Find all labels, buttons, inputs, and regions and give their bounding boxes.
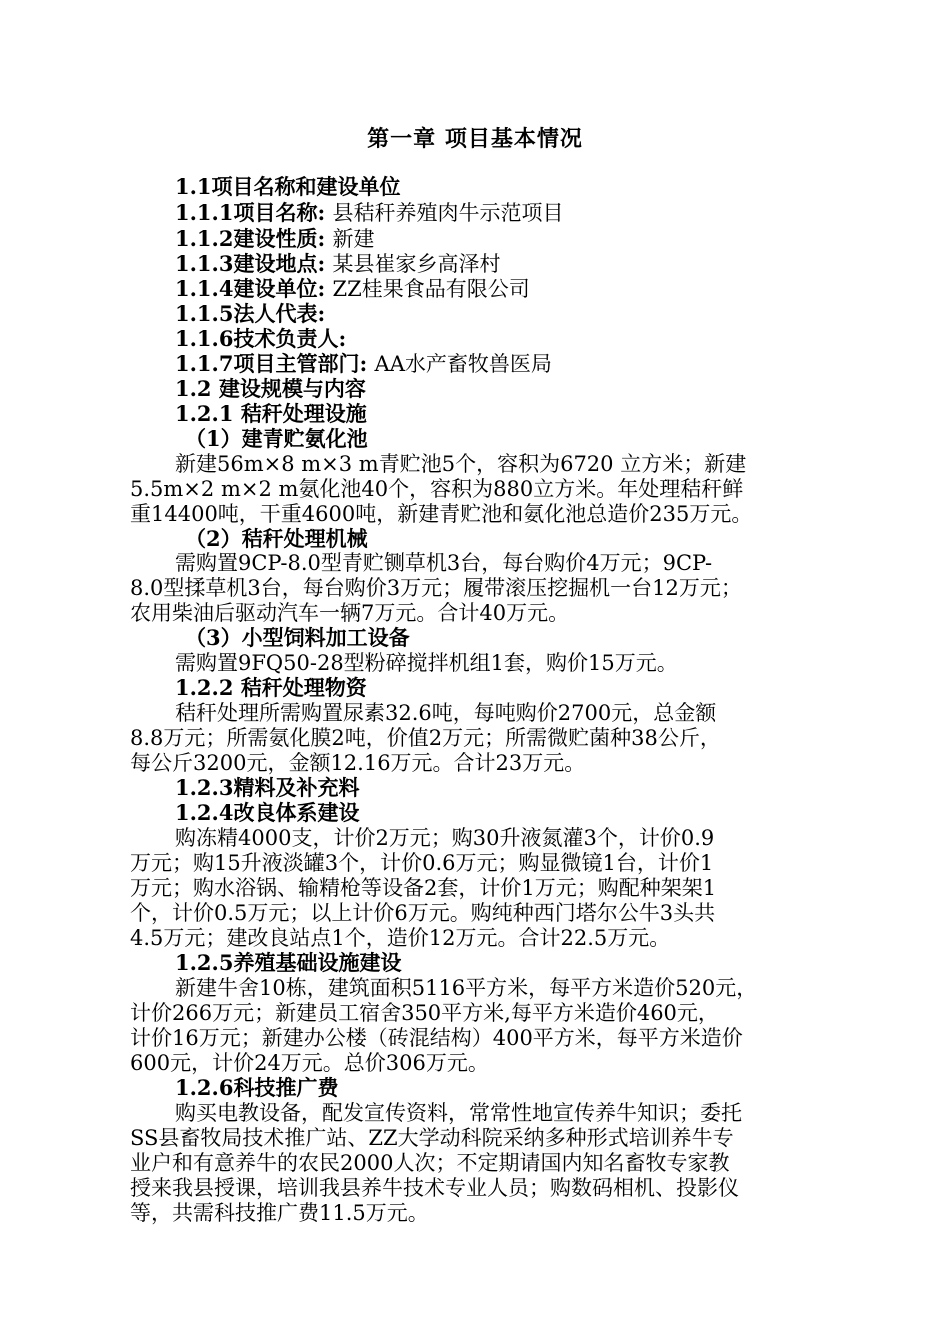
section-heading-1-2: 1.2 建设规模与内容 xyxy=(175,376,366,401)
paragraph-line: 购买电教设备，配发宣传资料，常常性地宣传养牛知识；委托 xyxy=(175,1101,742,1125)
section-heading-1-1: 1.1项目名称和建设单位 xyxy=(175,174,401,199)
section-heading-1-2-5: 1.2.5养殖基础设施建设 xyxy=(175,950,402,975)
field-builder xyxy=(175,276,530,302)
field-label: 1.1.2建设性质: xyxy=(175,226,326,251)
field-value: 县秸秆养殖肉牛示范项目 xyxy=(332,201,564,225)
field-label: 1.1.4建设单位: xyxy=(175,276,326,301)
section-heading-1-2-1: 1.2.1 秸秆处理设施 xyxy=(175,401,367,426)
field-label: 1.1.5法人代表: xyxy=(175,301,326,326)
field-value: 某县崔家乡高泽村 xyxy=(332,252,501,276)
paragraph-line: 需购置9CP-8.0型青贮铡草机3台，每台购价4万元；9CP- xyxy=(175,551,713,575)
field-label: 1.1.1项目名称: xyxy=(175,200,326,225)
paragraph-line: 购冻精4000支，计价2万元；购30升液氮灌3个，计价0.9 xyxy=(175,826,715,850)
paragraph-line: 万元；购15升液淡罐3个，计价0.6万元；购显微镜1台，计价1 xyxy=(130,851,714,875)
paragraph-line: 需购置9FQ50-28型粉碎搅拌机组1套，购价15万元。 xyxy=(175,651,678,675)
paragraph-line: 秸秆处理所需购置尿素32.6吨，每吨购价2700元，总金额 xyxy=(175,701,717,725)
paragraph-line: 8.8万元；所需氨化膜2吨，价值2万元；所需微贮菌种38公斤， xyxy=(130,726,721,750)
field-construction-nature xyxy=(175,226,375,252)
paragraph-line: 新建牛舍10栋，建筑面积5116平方米，每平方米造价520元， xyxy=(175,976,758,1000)
section-heading-1-2-4: 1.2.4改良体系建设 xyxy=(175,800,360,825)
field-tech-lead xyxy=(175,326,346,352)
paragraph-line: 农用柴油后驱动汽车一辆7万元。合计40万元。 xyxy=(130,601,570,625)
paragraph-line: 600元，计价24万元。总价306万元。 xyxy=(130,1051,489,1075)
paragraph-line: 5.5m×2 m×2 m氨化池40个，容积为880立方米。年处理秸秆鲜 xyxy=(130,477,744,501)
field-label: 1.1.3建设地点: xyxy=(175,251,326,276)
paragraph-line: 等，共需科技推广费11.5万元。 xyxy=(130,1201,429,1225)
field-label: 1.1.7项目主管部门: xyxy=(175,351,368,376)
field-value: ZZ桂果食品有限公司 xyxy=(332,277,530,301)
paragraph-line: 新建56m×8 m×3 m青贮池5个，容积为6720 立方米；新建 xyxy=(175,452,747,476)
field-legal-rep xyxy=(175,301,325,327)
subheading-silage-pool: （1）建青贮氨化池 xyxy=(185,426,368,451)
paragraph-line: 万元；购水浴锅、输精枪等设备2套，计价1万元；购配种架架1 xyxy=(130,876,717,900)
paragraph-line: 业户和有意养牛的农民2000人次；不定期请国内知名畜牧专家教 xyxy=(130,1151,730,1175)
paragraph-line: 授来我县授课，培训我县养牛技术专业人员；购数码相机、投影仪 xyxy=(130,1176,739,1200)
section-heading-1-2-6: 1.2.6科技推广费 xyxy=(175,1075,339,1100)
paragraph-line: 每公斤3200元，金额12.16万元。合计23万元。 xyxy=(130,751,586,775)
section-heading-1-2-3: 1.2.3精料及补充料 xyxy=(175,775,360,800)
paragraph-line: SS县畜牧局技术推广站、ZZ大学动科院采纳多种形式培训养牛专 xyxy=(130,1126,734,1150)
subheading-feed-equipment: （3）小型饲料加工设备 xyxy=(185,625,410,650)
chapter-title: 第一章 项目基本情况 xyxy=(367,126,583,152)
paragraph-line: 个，计价0.5万元；以上计价6万元。购纯种西门塔尔公牛3头共 xyxy=(130,901,716,925)
paragraph-line: 计价266万元；新建员工宿舍350平方米,每平方米造价460元， xyxy=(130,1001,719,1025)
field-location xyxy=(175,251,501,277)
field-label: 1.1.6技术负责人: xyxy=(175,326,347,351)
subheading-machinery: （2）秸秆处理机械 xyxy=(185,526,368,551)
paragraph-line: 重14400吨，干重4600吨，新建青贮池和氨化池总造价235万元。 xyxy=(130,502,753,526)
paragraph-line: 4.5万元；建改良站点1个，造价12万元。合计22.5万元。 xyxy=(130,926,671,950)
paragraph-line: 计价16万元；新建办公楼（砖混结构）400平方米，每平方米造价 xyxy=(130,1026,743,1050)
field-value: 新建 xyxy=(332,227,375,251)
paragraph-line: 8.0型揉草机3台，每台购价3万元；履带滚压挖掘机一台12万元； xyxy=(130,576,742,600)
field-supervisor xyxy=(175,351,552,377)
field-value: AA水产畜牧兽医局 xyxy=(374,352,552,376)
section-heading-1-2-2: 1.2.2 秸秆处理物资 xyxy=(175,675,367,700)
field-project-name xyxy=(175,200,564,226)
